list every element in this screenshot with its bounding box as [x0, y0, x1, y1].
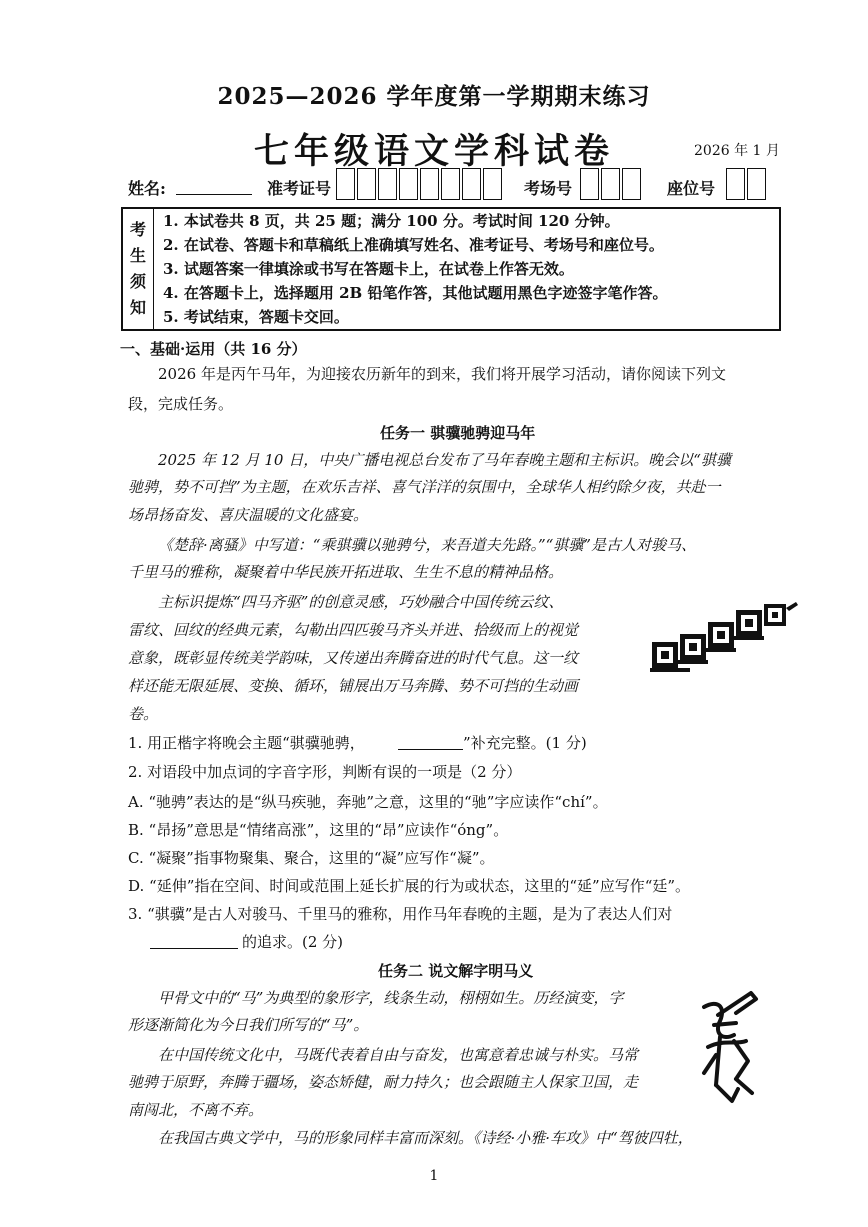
question-2: 2. 对语段中加点词的字音字形，判断有误的一项是（2 分）: [128, 763, 522, 781]
task2-paragraph: 南闯北，不离不弃。: [128, 1101, 264, 1119]
task1-paragraph: 驰骋，势不可挡”为主题，在欢乐吉祥、喜气洋洋的氛围中，全球华人相约除夕夜，共赴一: [128, 478, 721, 496]
notice-item: 2. 在试卷、答题卡和草稿纸上准确填写姓名、准考证号、考场号和座位号。: [163, 236, 664, 254]
section-intro: 段，完成任务。: [128, 395, 234, 413]
task2-paragraph: 甲骨文中的“马”为典型的象形字，线条生动，栩栩如生。历经演变，字: [158, 989, 624, 1007]
option-b: B. “昂扬”意思是“情绪高涨”，这里的“昂”应读作“óng”。: [128, 821, 509, 839]
task2-paragraph: 在我国古典文学中，马的形象同样丰富而深刻。《诗经·小雅·车攻》中“驾彼四牡，: [158, 1129, 693, 1147]
task1-paragraph: 意象，既彰显传统美学韵味，又传递出奔腾奋进的时代气息。这一纹: [128, 649, 579, 667]
q1-answer-blank[interactable]: [398, 749, 463, 750]
oracle-bone-horse-character-image: [696, 985, 766, 1110]
room-number-label: 考场号: [524, 179, 573, 198]
page-number: 1: [429, 1168, 439, 1184]
q3-answer-blank[interactable]: [150, 948, 238, 949]
question-3-tail: 的追求。(2 分): [242, 933, 344, 951]
task2-paragraph: 形逐渐简化为今日我们所写的“马”。: [128, 1016, 369, 1034]
task1-title: 任务一 骐骥驰骋迎马年: [380, 424, 536, 442]
option-a: A. “驰骋”表达的是“纵马疾驰，奔驰”之意，这里的“驰”字应读作“chí”。: [128, 793, 608, 811]
notice-heading: 考 生 须 知: [123, 209, 154, 329]
option-c: C. “凝聚”指事物聚集、聚合，这里的“凝”应写作“凝”。: [128, 849, 495, 867]
question-1-tail: ”补充完整。(1 分): [463, 734, 587, 752]
task1-paragraph: 雷纹、回纹的经典元素，勾勒出四匹骏马齐头并进、拾级而上的视觉: [128, 621, 579, 639]
exam-number-label: 准考证号: [267, 179, 332, 198]
task1-paragraph: 千里马的雅称，凝聚着中华民族开拓进取、生生不息的精神品格。: [128, 563, 564, 581]
section-heading: 一、基础·运用（共 16 分）: [120, 340, 307, 358]
question-1: 1. 用正楷字将晚会主题“骐骥驰骋，: [128, 734, 365, 752]
question-3: 3. “骐骥”是古人对骏马、千里马的雅称，用作马年春晚的主题，是为了表达人们对: [128, 905, 673, 923]
name-label: 姓名:: [128, 179, 166, 198]
notice-item: 1. 本试卷共 8 页，共 25 题；满分 100 分。考试时间 120 分钟。: [163, 212, 620, 230]
four-horses-logo-image: [650, 600, 800, 680]
candidate-info-row: [128, 168, 768, 204]
candidate-notice-box: [121, 207, 781, 331]
notice-item: 3. 试题答案一律填涂或书写在答题卡上，在试卷上作答无效。: [163, 260, 574, 278]
task2-paragraph: 在中国传统文化中，马既代表着自由与奋发，也寓意着忠诚与朴实。马常: [158, 1046, 639, 1064]
task1-paragraph: 场昂扬奋发、喜庆温暖的文化盛宴。: [128, 506, 369, 524]
task1-paragraph: 2025 年 12 月 10 日，中央广播电视总台发布了马年春晚主题和主标识。晚会以“骐骥: [158, 451, 731, 469]
name-blank[interactable]: [176, 194, 252, 195]
task2-title: 任务二 说文解字明马义: [378, 962, 534, 980]
notice-item: 4. 在答题卡上，选择题用 2B 铅笔作答，其他试题用黑色字迹签字笔作答。: [163, 284, 668, 302]
task1-paragraph: 卷。: [128, 705, 159, 723]
exam-date: 2026 年 1 月: [694, 143, 780, 159]
task1-paragraph: 主标识提炼“四马齐驱”的创意灵感，巧妙融合中国传统云纹、: [158, 593, 564, 611]
notice-item: 5. 考试结束，答题卡交回。: [163, 308, 349, 326]
task1-paragraph: 样还能无限延展、变换、循环，铺展出万马奔腾、势不可挡的生动画: [128, 677, 579, 695]
exam-year-title: 2025—2026 学年度第一学期期末练习: [217, 83, 651, 110]
exam-main-title: 七年级语文学科试卷: [253, 131, 614, 172]
task2-paragraph: 驰骋于原野，奔腾于疆场，姿态矫健，耐力持久；也会跟随主人保家卫国，走: [128, 1073, 639, 1091]
seat-number-label: 座位号: [667, 179, 716, 198]
task1-paragraph: 《楚辞·离骚》中写道：“乘骐骥以驰骋兮，来吾道夫先路。”“骐骥”是古人对骏马、: [158, 536, 696, 554]
option-d: D. “延伸”指在空间、时间或范围上延长扩展的行为或状态，这里的“延”应写作“廷”。: [128, 877, 691, 895]
section-intro: 2026 年是丙午马年，为迎接农历新年的到来，我们将开展学习活动，请你阅读下列文: [158, 365, 726, 383]
